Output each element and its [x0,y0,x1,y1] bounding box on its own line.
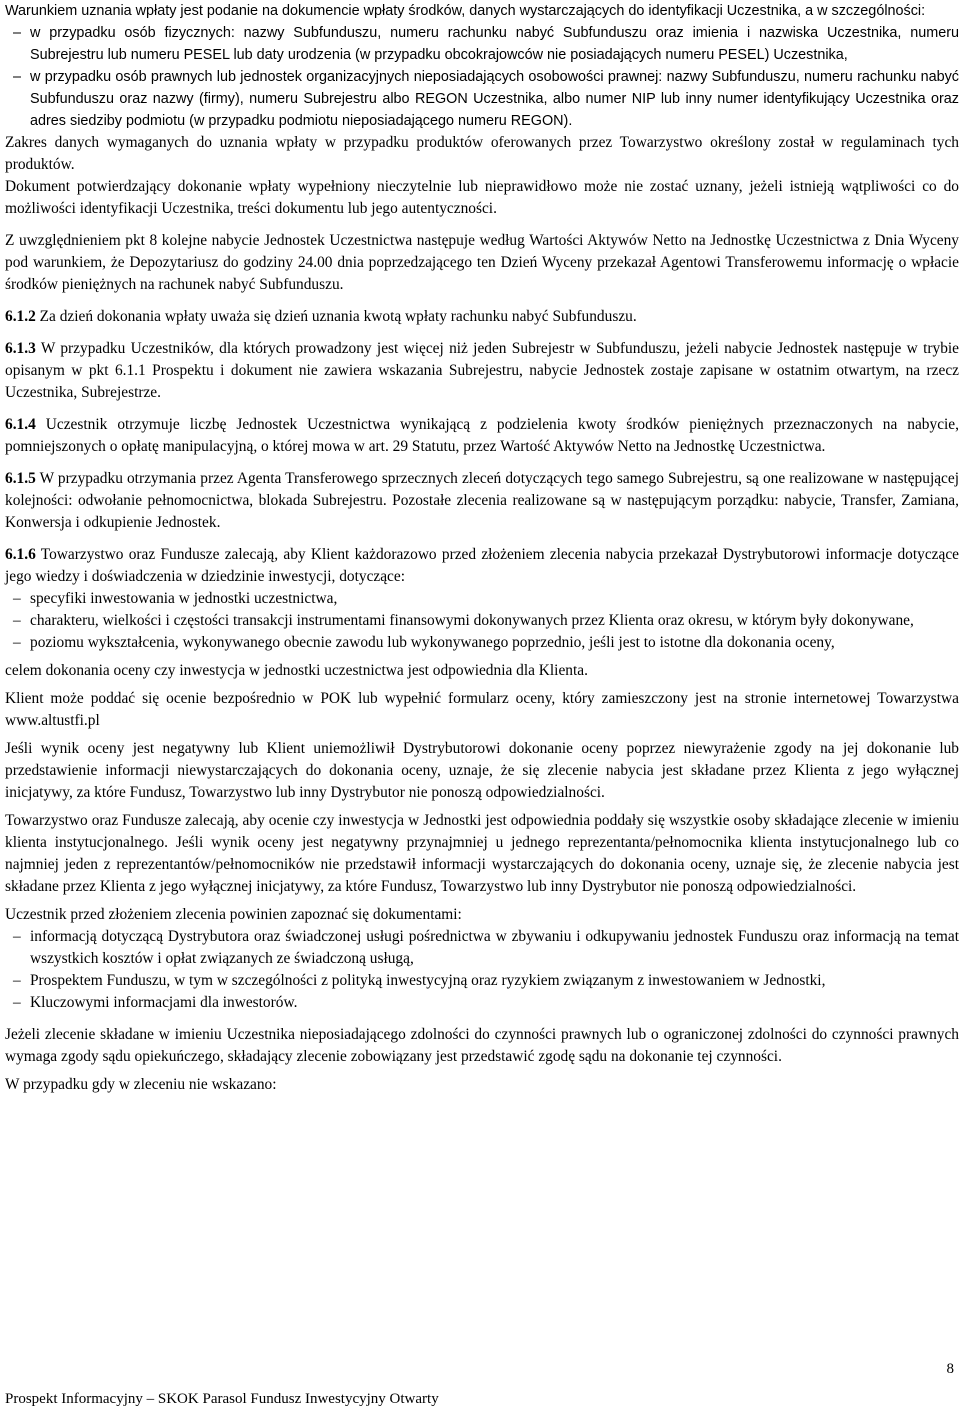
page-footer: Prospekt Informacyjny – SKOK Parasol Fundusz Inwestycyjny Otwarty [5,1391,439,1407]
dash-bullet: – [13,612,21,629]
section-6-1-5 [5,468,959,534]
paragraph: Jeśli wynik oceny jest negatywny lub Klient uniemożliwił Dystrybutorowi dokonanie oceny poprzez niewyrażenie zgody na jej dokonanie lub przedstawienie informacji niewystarczających do dokonania oceny, uznaje, że się zlecenie nabycia jest składane przez Klienta z jego wyłącznej inicjatywy, za które Fundusz, Towarzystwo lub inny Dystrybutor nie ponoszą odpowiedzialności. [5,740,959,801]
section-number: 6.1.4 [5,416,36,433]
dash-bullet: – [13,994,21,1011]
dash-bullet: – [13,590,21,607]
document-page [5,0,959,1096]
section-text: W przypadku Uczestników, dla których prowadzony jest więcej niż jeden Subrejestr w Subfunduszu, jeżeli nabycie Jednostek następuje w trybie opisanym w pkt 6.1.1 Prospektu i dokument nie zawiera wskazania Subrejestru, nabycie Jednostek zostaje zapisane w ostatnim otwartym, na rzecz Uczestnika, Subrejestrze. [5,340,959,401]
section-number: 6.1.2 [5,308,36,325]
paragraph: celem dokonania oceny czy inwestycja w jednostki uczestnictwa jest odpowiednia dla Klienta. [5,662,588,679]
section-6-1-2 [5,306,959,328]
intro-paragraph: Warunkiem uznania wpłaty jest podanie na dokumencie wpłaty środków, danych wystarczających do identyfikacji Uczestnika, a w szczególności: [5,3,926,19]
section-6-1-4 [5,414,959,458]
section-6-1-6 [5,544,959,588]
paragraph: Jeżeli zlecenie składane w imieniu Uczestnika nieposiadającego zdolności do czynności prawnych lub o ograniczonej zdolności do czynności prawnych wymaga zgody sądu opiekuńczego, składający zlecenie zobowiązany jest przedstawić zgodę sądu na dokonanie tej czynności. [5,1026,959,1065]
section-text: Towarzystwo oraz Fundusze zalecają, aby Klient każdorazowo przed złożeniem zlecenia nabycia przekazał Dystrybutorowi informacje dotyczące jego wiedzy i doświadczenia w dziedzinie inwestycji, dotyczące: [5,546,959,585]
dash-bullet: – [13,69,22,85]
dash-bullet: – [13,634,21,651]
list-item [5,66,959,132]
section-number: 6.1.6 [5,546,36,563]
list-item [5,632,959,654]
section-number: 6.1.3 [5,340,36,357]
list-item [5,610,959,632]
list-item [5,22,959,66]
paragraph: Dokument potwierdzający dokonanie wpłaty wypełniony nieczytelnie lub nieprawidłowo może nie zostać uznany, jeżeli istnieją wątpliwości co do możliwości identyfikacji Uczestnika, treści dokumentu lub jego autentyczności. [5,178,959,217]
list-item-text: w przypadku osób prawnych lub jednostek organizacyjnych nieposiadających osobowości prawnej: nazwy Subfunduszu, numeru rachunku nabyć Subfunduszu oraz nazwy (firmy), numeru Subrejestru albo REGON Uczestnika, albo numer NIP lub inny numer identyfikujący Uczestnika oraz adres siedziby podmiotu (w przypadku podmiotu nieposiadającego numeru REGON). [30,69,959,129]
paragraph: Klient może poddać się ocenie bezpośrednio w POK lub wypełnić formularz oceny, który zamieszczony jest na stronie internetowej Towarzystwa www.altustfi.pl [5,690,959,729]
section-text: W przypadku otrzymania przez Agenta Transferowego sprzecznych zleceń dotyczących tego samego Subrejestru, są one realizowane w następującej kolejności: odwołanie pełnomocnictwa, blokada Subrejestru. Pozostałe zlecenia realizowane są w następującym porządku: nabycie, Transfer, Zamiana, Konwersja i odkupienie Jednostek. [5,470,959,531]
dash-bullet: – [13,972,21,989]
section-6-1-3 [5,338,959,404]
section-text: Za dzień dokonania wpłaty uważa się dzień uznania kwotą wpłaty rachunku nabyć Subfunduszu. [39,308,637,325]
section-text: Uczestnik otrzymuje liczbę Jednostek Uczestnictwa wynikającą z podzielenia kwoty środków pieniężnych przeznaczonych na nabycie, pomniejszonych o opłatę manipulacyjną, o której mowa w art. 29 Statutu, przez Wartość Aktywów Netto na Jednostkę Uczestnictwa. [5,416,959,455]
list-item-text: specyfiki inwestowania w jednostki uczestnictwa, [30,590,338,607]
paragraph: Uczestnik przed złożeniem zlecenia powinien zapoznać się dokumentami: [5,906,462,923]
paragraph: Z uwzględnieniem pkt 8 kolejne nabycie Jednostek Uczestnictwa następuje według Wartości Aktywów Netto na Jednostkę Uczestnictwa z Dnia Wyceny pod warunkiem, że Depozytariusz do godziny 24.00 dnia poprzedzającego ten Dzień Wyceny przekazał Agentowi Transferowemu informację o wpłacie środków pieniężnych na rachunek nabyć Subfunduszu. [5,232,959,293]
paragraph: Zakres danych wymaganych do uznania wpłaty w przypadku produktów oferowanych przez Towarzystwo określony został w regulaminach tych produktów. [5,134,959,173]
list-item [5,926,959,970]
page-number: 8 [946,1361,954,1377]
paragraph: Towarzystwo oraz Fundusze zalecają, aby ocenie czy inwestycja w Jednostki jest odpowiednia poddały się wszystkie osoby składające zlecenie w imieniu klienta instytucjonalnego. Jeśli wynik oceny jest negatywny przynajmniej u jednego reprezentanta/pełnomocnika klienta instytucjonalnego lub co najmniej jeden z reprezentantów/pełnomocników nie przedstawił informacji wystarczających do dokonania oceny, uznaje się, że zlecenie nabycia jest składane przez Klienta z jego wyłącznej inicjatywy, za które Fundusz, Towarzystwo lub inny Dystrybutor nie ponoszą odpowiedzialności. [5,812,959,895]
list-item-text: poziomu wykształcenia, wykonywanego obecnie zawodu lub wykonywanego poprzednio, jeśli jest to istotne dla dokonania oceny, [30,634,835,651]
list-item-text: Prospektem Funduszu, w tym w szczególności z polityką inwestycyjną oraz ryzykiem związanym z inwestowaniem w Jednostki, [30,972,826,989]
list-item-text: w przypadku osób fizycznych: nazwy Subfunduszu, numeru rachunku nabyć Subfunduszu oraz imienia i nazwiska Uczestnika, numeru Subrejestru lub numeru PESEL lub daty urodzenia (w przypadku obcokrajowców nie posiadających numeru PESEL) Uczestnika, [30,25,959,63]
paragraph: W przypadku gdy w zleceniu nie wskazano: [5,1076,277,1093]
dash-bullet: – [13,25,22,41]
dash-bullet: – [13,928,21,945]
list-item [5,970,959,992]
list-item [5,588,959,610]
list-item [5,992,959,1014]
section-number: 6.1.5 [5,470,36,487]
list-item-text: charakteru, wielkości i częstości transakcji instrumentami finansowymi dokonywanych przez Klienta oraz okresu, w którym były dokonywane, [30,612,914,629]
list-item-text: Kluczowymi informacjami dla inwestorów. [30,994,298,1011]
list-item-text: informacją dotyczącą Dystrybutora oraz świadczonej usługi pośrednictwa w zbywaniu i odkupywaniu jednostek Funduszu oraz informacją na temat wszystkich kosztów i opłat związanych ze świadczoną usługą, [30,928,959,967]
